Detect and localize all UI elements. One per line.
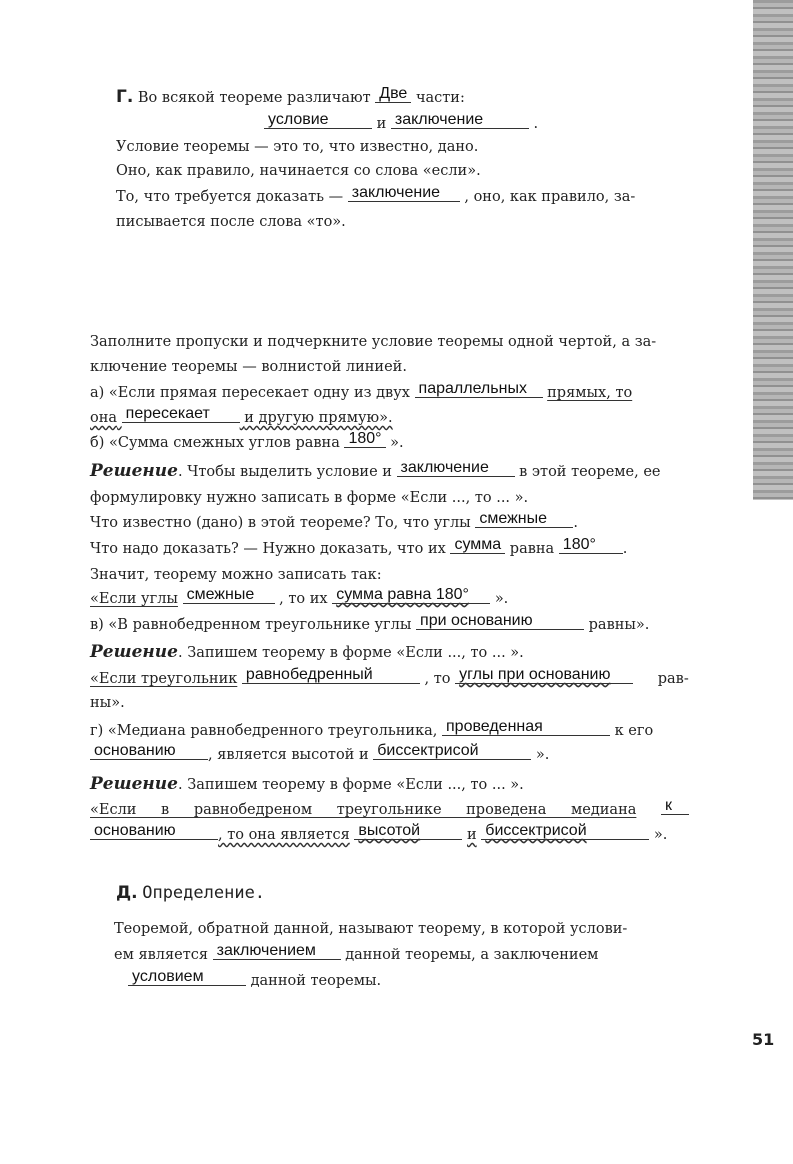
g-line-2: условие и заключение .: [264, 115, 538, 133]
solution-g-line-1: Решение. Запишем теорему в форме «Если ..., то ... ».: [90, 774, 524, 794]
answer-g-drawn[interactable]: проведенная: [442, 719, 610, 736]
scan-edge: [753, 0, 793, 500]
answer-condition[interactable]: условие: [264, 112, 372, 129]
item-b-line: б) «Сумма смежных углов равна 180° ».: [90, 430, 404, 451]
answer-b-adjacent-2[interactable]: смежные: [183, 587, 275, 604]
g-line-5: То, что требуется доказать — заключение , оно, как правило, за-: [116, 184, 636, 205]
page-number: 51: [752, 1030, 775, 1049]
section-d-title: Определение.: [142, 883, 266, 903]
answer-b-180-2[interactable]: 180°: [559, 537, 623, 554]
g-line-1: Г. Во всякой теореме различают Две части:: [116, 85, 465, 107]
item-g-line-2: основанию , является высотой и биссектрисой ».: [90, 746, 549, 764]
answer-conclusion-2[interactable]: заключение: [348, 185, 460, 202]
solution-g-line-3: основанию , то она является высотой и биссектрисой ».: [90, 826, 667, 844]
item-a-line-2: она пересекает и другую прямую».: [90, 405, 393, 426]
item-v-line: в) «В равнобедренном треугольнике углы при основанию равны».: [90, 612, 650, 633]
answer-g-height[interactable]: высотой: [354, 823, 462, 840]
section-g-letter: Г.: [116, 87, 134, 107]
solution-g-line-2: «Если в равнобедреном треугольнике проведена медиана к: [90, 801, 689, 819]
section-d-heading: [116, 884, 265, 903]
task-intro-2: ключение теоремы — волнистой линией.: [90, 359, 407, 375]
solution-v-line-3: ны».: [90, 695, 125, 711]
g-line-3: Условие теоремы — это то, что известно, дано.: [116, 139, 479, 155]
answer-g-bisector-2[interactable]: биссектрисой: [481, 823, 649, 840]
task-intro-1: Заполните пропуски и подчеркните условие теоремы одной чертой, а за-: [90, 334, 657, 350]
answer-g-to[interactable]: к: [661, 798, 689, 815]
answer-v-base[interactable]: при основанию: [416, 613, 584, 630]
item-g-line-1: г) «Медиана равнобедренного треугольника, проведенная к его: [90, 718, 654, 739]
item-a-line-1: а) «Если прямая пересекает одну из двух параллельных прямых, то: [90, 380, 633, 401]
answer-b-conclusion[interactable]: заключение: [397, 460, 515, 477]
d-line-2: ем является заключением данной теоремы, а заключением: [114, 942, 599, 963]
section-d-letter: Д.: [116, 883, 138, 903]
solution-b-line-3: Что известно (дано) в этой теореме? То, что углы смежные .: [90, 510, 578, 531]
solution-b-line-2: формулировку нужно записать в форме «Если ..., то ... ».: [90, 490, 529, 506]
d-line-3: условием данной теоремы.: [128, 972, 381, 990]
answer-b-sum[interactable]: сумма: [450, 537, 505, 554]
answer-d-condition[interactable]: условием: [128, 969, 246, 986]
g-line-4: Оно, как правило, начинается со слова «если».: [116, 163, 481, 179]
answer-conclusion[interactable]: заключение: [391, 112, 529, 129]
answer-g-base[interactable]: основанию: [90, 743, 208, 760]
solution-label: Решение: [90, 461, 178, 481]
answer-a-parallel[interactable]: параллельных: [415, 381, 543, 398]
g-line-6: писывается после слова «то».: [116, 214, 346, 230]
answer-a-intersects[interactable]: пересекает: [122, 406, 240, 423]
answer-count[interactable]: Две: [375, 86, 411, 103]
solution-b-line-5: Значит, теорему можно записать так:: [90, 567, 382, 583]
solution-b-line-4: Что надо доказать? — Нужно доказать, что их сумма равна 180° .: [90, 536, 628, 557]
solution-v-line-2: «Если треугольник равнобедренный , то углы при основанию рав-: [90, 666, 689, 687]
answer-g-bisector[interactable]: биссектрисой: [373, 743, 531, 760]
answer-b-sum-180[interactable]: сумма равна 180°: [332, 587, 490, 604]
answer-v-isosceles[interactable]: равнобедренный: [242, 667, 420, 684]
answer-b-adjacent[interactable]: смежные: [475, 511, 573, 528]
solution-b-line-1: Решение. Чтобы выделить условие и заключение в этой теореме, ее: [90, 459, 661, 481]
d-line-1: Теоремой, обратной данной, называют теорему, в которой услови-: [114, 921, 628, 937]
solution-b-line-6: «Если углы смежные , то их сумма равна 180° ».: [90, 586, 509, 607]
solution-v-line-1: Решение. Запишем теорему в форме «Если ..., то ... ».: [90, 642, 524, 662]
answer-d-conclusion[interactable]: заключением: [213, 943, 341, 960]
answer-v-base-angles[interactable]: углы при основанию: [455, 667, 633, 684]
answer-g-base-2[interactable]: основанию: [90, 823, 218, 840]
answer-b-180[interactable]: 180°: [344, 431, 385, 448]
